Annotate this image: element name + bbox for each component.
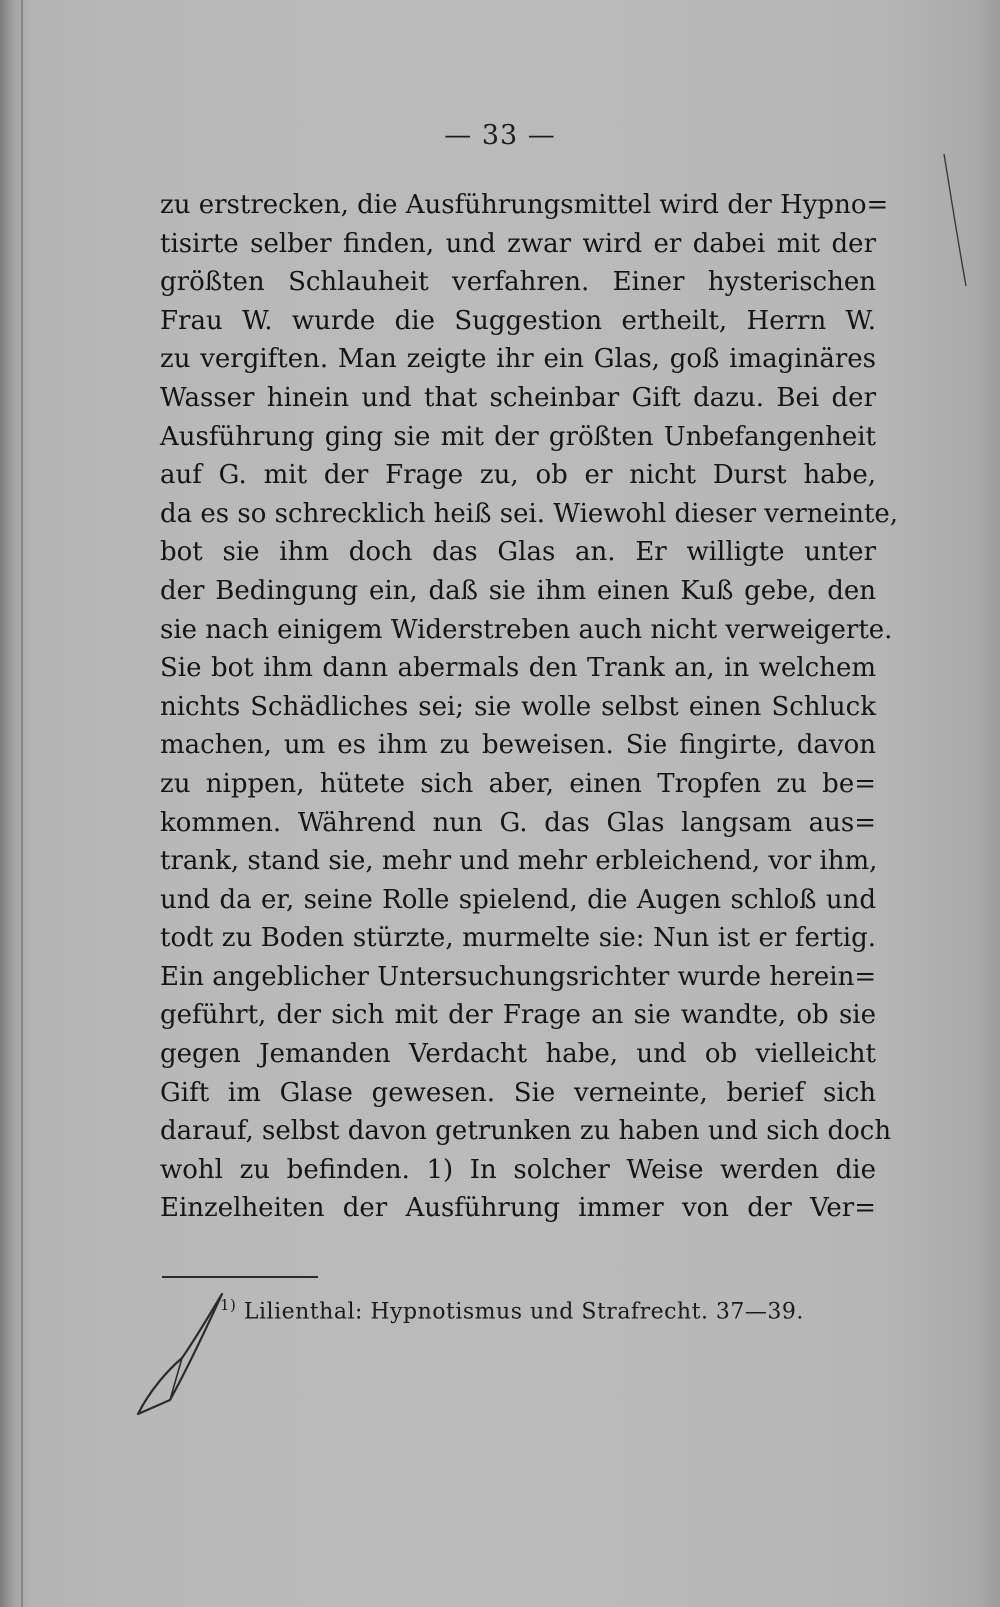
pencil-mark-icon — [130, 1290, 240, 1420]
text-line: geführt, der sich mit der Frage an sie wandte, ob sie — [160, 1000, 876, 1031]
text-line: bot sie ihm doch das Glas an. Er willigte unter — [160, 537, 876, 568]
text-line: zu vergiften. Man zeigte ihr ein Glas, goß imaginäres — [160, 344, 876, 375]
text-line: darauf, selbst davon getrunken zu haben und sich doch — [160, 1116, 892, 1147]
text-line: da es so schrecklich heiß sei. Wiewohl dieser verneinte, — [160, 498, 899, 529]
footnote — [220, 1296, 804, 1324]
text-line: zu nippen, hütete sich aber, einen Tropfen zu be= — [160, 768, 876, 799]
text-line: Einzelheiten der Ausführung immer von der Ver= — [160, 1193, 876, 1224]
text-line: trank, stand sie, mehr und mehr erbleichend, vor ihm, — [160, 846, 878, 877]
text-line: todt zu Boden stürzte, murmelte sie: Nun ist er fertig. — [160, 923, 876, 954]
page-number: — 33 — — [444, 120, 556, 151]
text-line: Sie bot ihm dann abermals den Trank an, in welchem — [160, 653, 876, 684]
text-line: tisirte selber finden, und zwar wird er dabei mit der — [160, 228, 876, 259]
text-line: Frau W. wurde die Suggestion ertheilt, Herrn W. — [160, 305, 876, 336]
text-line: und da er, seine Rolle spielend, die Augen schloß und — [160, 884, 876, 915]
footnote-separator — [162, 1276, 318, 1278]
text-line: zu erstrecken, die Ausführungsmittel wird der Hypno= — [160, 190, 889, 220]
margin-pencil-line-icon — [940, 150, 970, 290]
text-line: nichts Schädliches sei; sie wolle selbst einen Schluck — [160, 691, 876, 722]
footnote-marker: 1) — [220, 1296, 237, 1314]
text-line: sie nach einigem Widerstreben auch nicht verweigerte. — [160, 614, 893, 645]
text-line: gegen Jemanden Verdacht habe, und ob vielleicht — [160, 1039, 876, 1070]
text-line: wohl zu befinden. 1) In solcher Weise werden die — [160, 1154, 876, 1185]
text-line: Wasser hinein und that scheinbar Gift dazu. Bei der — [160, 382, 876, 413]
text-line: größten Schlauheit verfahren. Einer hysterischen — [160, 267, 876, 298]
text-line: Ein angeblicher Untersuchungsrichter wurde herein= — [160, 961, 877, 992]
text-line: auf G. mit der Frage zu, ob er nicht Durst habe, — [160, 460, 876, 491]
page-gutter-shadow — [21, 0, 23, 1607]
footnote-text: Lilienthal: Hypnotismus und Strafrecht. 37—39. — [243, 1299, 804, 1325]
text-line: Ausführung ging sie mit der größten Unbefangenheit — [160, 421, 876, 452]
text-line: machen, um es ihm zu beweisen. Sie fingirte, davon — [160, 730, 876, 761]
body-text — [160, 186, 899, 1228]
text-line: kommen. Während nun G. das Glas langsam aus= — [160, 807, 876, 838]
text-line: der Bedingung ein, daß sie ihm einen Kuß gebe, den — [160, 575, 876, 606]
text-line: Gift im Glase gewesen. Sie verneinte, berief sich — [160, 1077, 876, 1108]
